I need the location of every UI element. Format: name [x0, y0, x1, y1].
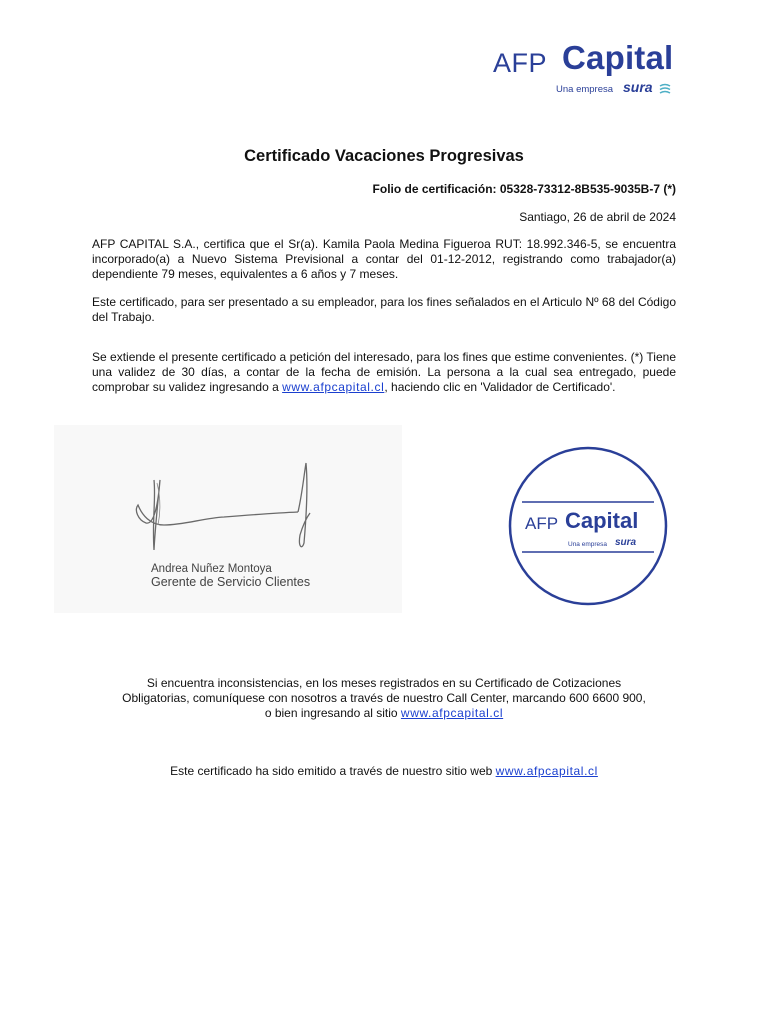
contact-website-link[interactable]: www.afpcapital.cl — [400, 706, 504, 721]
contact-line-3-text: o bien ingresando al sitio — [264, 706, 401, 721]
contact-line-2: Obligatorias, comuníquese con nosotros a través de nuestro Call Center, marcando 600 6600 900, — [122, 691, 646, 706]
contact-line-1: Si encuentra inconsistencias, en los meses registrados en su Certificado de Cotizaciones — [146, 676, 622, 690]
logo-afp-text: AFP — [493, 48, 548, 78]
purpose-paragraph: Este certificado, para ser presentado a su empleador, para los fines señalados en el Articulo Nº 68 del Código del Trabajo. — [92, 295, 676, 325]
validity-text-end: , haciendo clic en 'Validador de Certificado'. — [384, 380, 616, 395]
stamp-capital-text: Capital — [565, 508, 639, 533]
page-title: Certificado Vacaciones Progresivas — [244, 147, 524, 165]
logo-una-empresa-text: Una empresa — [556, 84, 614, 95]
emission-text: Este certificado ha sido emitido a través de nuestro sitio web — [170, 764, 496, 778]
logo-sura-text: sura — [623, 79, 653, 95]
afp-capital-logo — [490, 38, 680, 102]
contact-line-3 — [0, 706, 768, 721]
emission-website-link[interactable]: www.afpcapital.cl — [495, 764, 598, 778]
stamp-afp-text: AFP — [525, 514, 559, 533]
afpcapital-link[interactable]: www.afpcapital.cl — [282, 380, 385, 395]
certification-paragraph: AFP CAPITAL S.A., certifica que el Sr(a). Kamila Paola Medina Figueroa RUT: 18.992.346-5, se encuentra incorporado(a) a Nuevo Sistema Previsional a contar del 01-12-2012, registrando como trabajador(a) dependiente 79 meses, equivalentes a 6 años y 7 meses. — [92, 237, 676, 282]
signatory-role: Gerente de Servicio Clientes — [151, 575, 311, 589]
stamp-sura-text: sura — [615, 537, 637, 548]
logo-capital-text: Capital — [562, 39, 674, 76]
validity-paragraph — [92, 350, 676, 396]
issue-date: Santiago, 26 de abril de 2024 — [519, 210, 676, 224]
contact-notice — [0, 676, 768, 722]
validity-text: Se extiende el presente certificado a petición del interesado, para los fines que estime convenientes. (*) Tiene una validez de 30 días, a contar de la fecha de emisión. La persona a la cual sea entregado, puede comprobar su validez ingresando a — [92, 350, 676, 395]
signatory-name: Andrea Nuñez Montoya — [151, 563, 272, 575]
sura-swoosh-icon — [658, 82, 672, 96]
afp-capital-stamp — [508, 446, 668, 606]
signature-block — [54, 425, 402, 613]
folio-number: Folio de certificación: 05328-73312-8B535-9035B-7 (*) — [372, 182, 676, 196]
emission-notice — [0, 764, 768, 779]
stamp-una-empresa-text: Una empresa — [568, 541, 608, 548]
